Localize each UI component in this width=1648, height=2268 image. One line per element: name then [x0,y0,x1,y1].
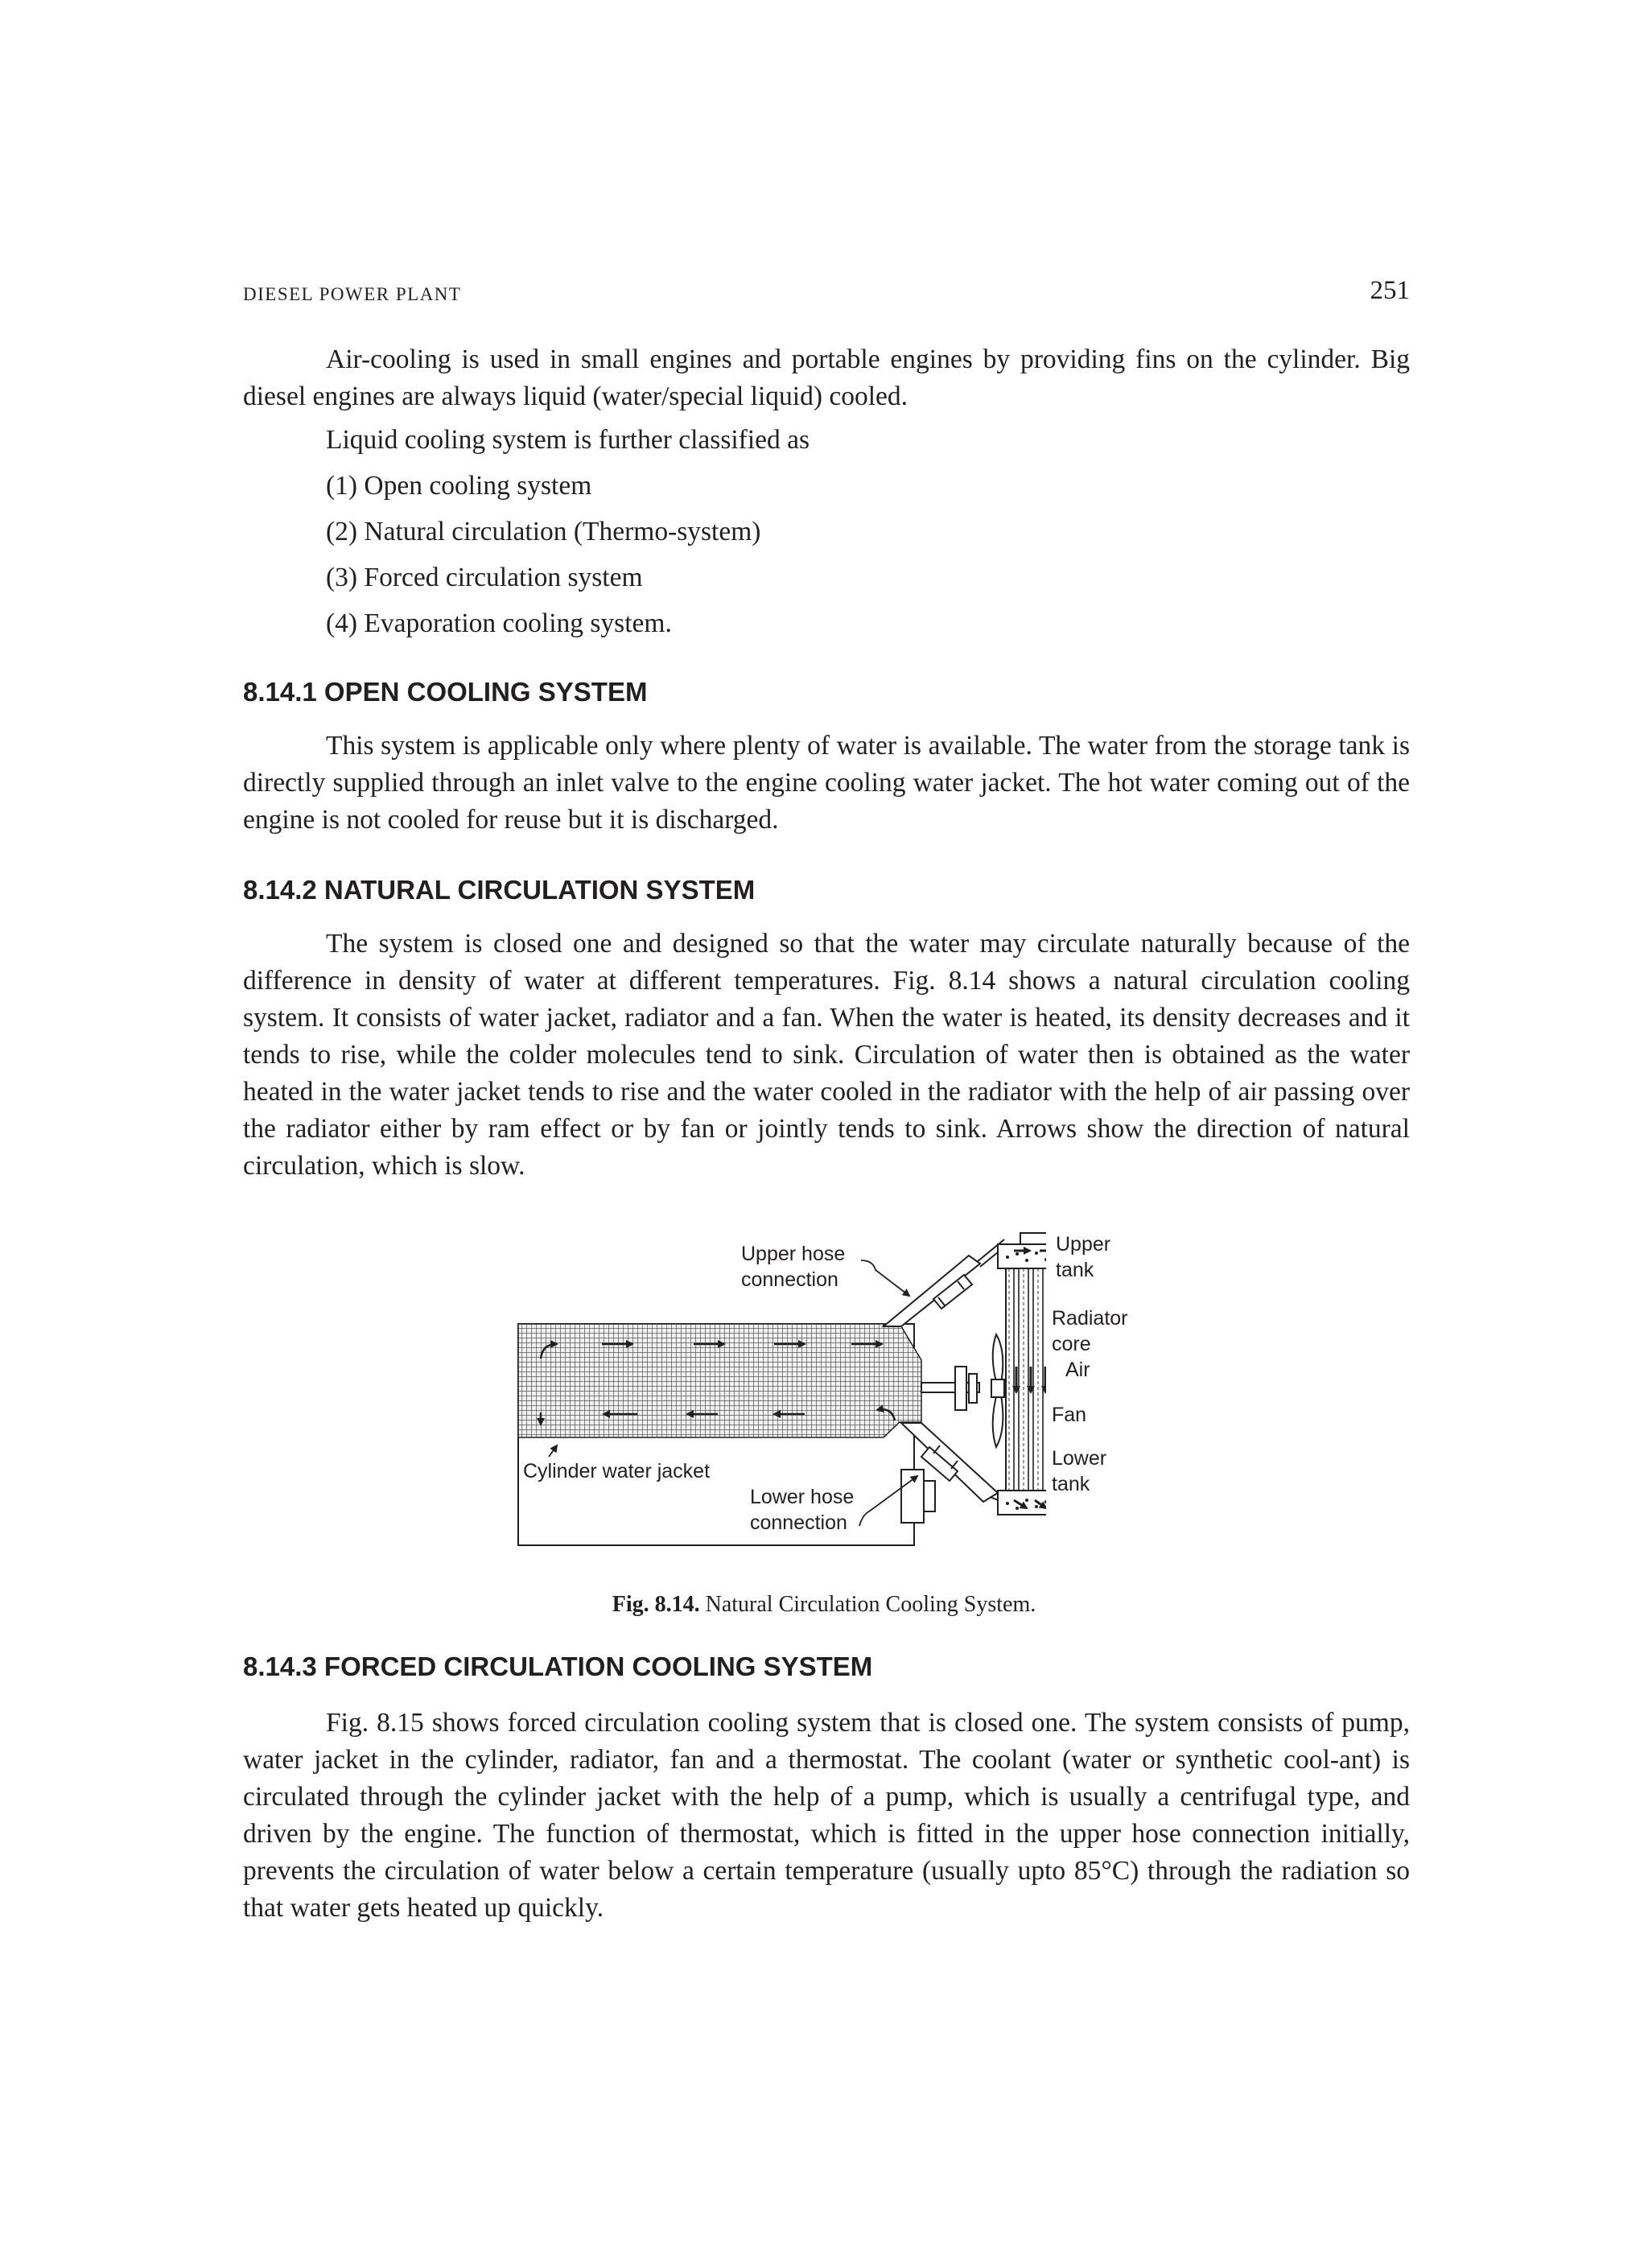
upper-hose [884,1239,1007,1326]
figure-title: Natural Circulation Cooling System. [699,1592,1036,1617]
list-item: (1) Open cooling system [326,471,592,501]
upper-tank [998,1244,1046,1268]
section-paragraph-natural-circulation: The system is closed one and designed so that the water may circulate naturally because of the difference in density of water at different temperatures. Fig. 8.14 shows a natural circulation cooling system. It consists of water jacket, radiator and a fan. When the water is heated, its density decreases and it tends to rise, while the colder molecules tend to sink. Circulation of water then is obtained as the water heated in the water jacket tends to rise and the water cooled in the radiator with the help of air passing over the radiator either by ram effect or by fan or jointly tends to sink. Arrows show the direction of natural circulation, which is slow. [243,929,1410,1181]
label-lower-tank: Lower tank [1052,1447,1107,1495]
section-heading-forced-circulation: 8.14.3 FORCED CIRCULATION COOLING SYSTEM [243,1652,873,1681]
list-item: (2) Natural circulation (Thermo-system) [326,517,761,546]
section-heading-open-cooling: 8.14.1 OPEN COOLING SYSTEM [243,677,648,707]
figure-caption [0,1592,1648,1618]
running-head: DIESEL POWER PLANT [243,284,462,304]
list-item: (3) Forced circulation system [326,563,643,592]
radiator-core [1006,1268,1046,1491]
section-paragraph-forced-circulation: Fig. 8.15 shows forced circulation cooling system that is closed one. The system consists of pump, water jacket in the cylinder, radiator, fan and a thermostat. The coolant (water or synthetic cool-ant) is circulated through the cylinder jacket with the help of a pump, which is usually a centrifugal type, and driven by the engine. The function of thermostat, which is fitted in the upper hose connection initially, prevents the circulation of water below a certain temperature (usually upto 85°C) through the radiation so that water gets heated up quickly. [243,1708,1410,1923]
label-radiator-core: Radiator core [1052,1307,1128,1355]
list-item: (4) Evaporation cooling system. [326,608,672,638]
radiator [998,1233,1046,1515]
label-cylinder-water-jacket: Cylinder water jacket [523,1460,711,1482]
classification-intro: Liquid cooling system is further classified as [326,425,810,455]
label-fan: Fan [1052,1404,1087,1426]
section-heading-natural-circulation: 8.14.2 NATURAL CIRCULATION SYSTEM [243,875,756,905]
label-lower-hose: Lower hose connection [750,1486,855,1534]
figure-number: Fig. 8.14. [612,1592,700,1617]
page-number: 251 [1370,276,1410,305]
section-paragraph-open-cooling: This system is applicable only where plenty of water is available. The water from the storage tank is directly supplied through an inlet valve to the engine cooling water jacket. The hot water coming out of the engine is not cooled for reuse but it is discharged. [243,731,1410,835]
label-upper-hose: Upper hose connection [741,1243,846,1291]
fan-blade-lower [993,1391,1003,1447]
page-header [243,276,1410,308]
label-upper-tank: Upper tank [1056,1233,1111,1281]
label-air: Air [1065,1359,1090,1381]
figure-natural-circulation [483,1231,1128,1561]
cylinder-water-jacket [518,1324,921,1437]
intro-paragraph: Air-cooling is used in small engines and portable engines by providing fins on the cylinder. Big diesel engines are always liquid (water/special liquid) cooled. [243,344,1410,411]
